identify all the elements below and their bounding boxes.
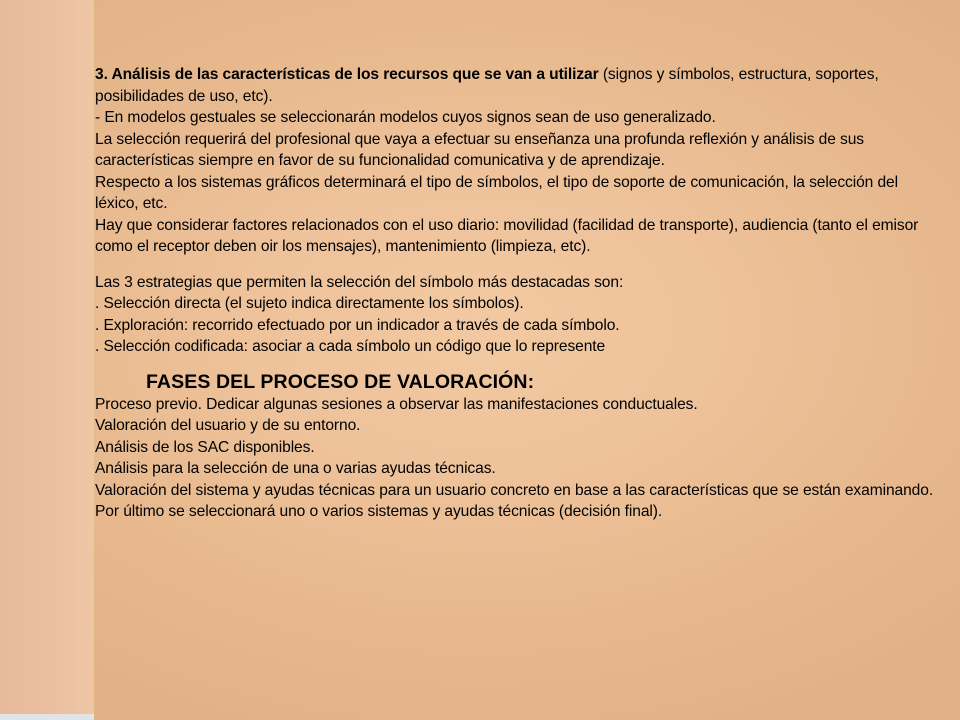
phase-item-system-assessment: Valoración del sistema y ayudas técnicas para un usuario concreto en base a las características que se están examinando.: [95, 481, 934, 499]
section-3-title: 3. Análisis de las características de los recursos que se van a utilizar: [95, 66, 599, 83]
section-3-title-description: (signos y símbolos, estructura, soportes, posibilidades de uso, etc).: [95, 66, 879, 105]
left-decorative-strip: [0, 0, 94, 720]
phase-item-prior-process: Proceso previo. Dedicar algunas sesiones a observar las manifestaciones conductuales.: [95, 395, 698, 413]
section-3-line-professional-selection: La selección requerirá del profesional que vaya a efectuar su enseñanza una profunda reflexión y análisis de sus características siempre en favor de su funcionalidad comunicativa y de aprendizaje.: [95, 130, 864, 169]
section-3-paragraph: [95, 64, 935, 107]
phase-item-user-assessment: Valoración del usuario y de su entorno.: [95, 417, 361, 434]
section-3-line-graphic-systems: Respecto a los sistemas gráficos determinará el tipo de símbolos, el tipo de soporte de comunicación, la selección del léxico, etc.: [95, 173, 898, 212]
phase-item-sac-analysis: Análisis de los SAC disponibles.: [95, 438, 315, 456]
phase-item-technical-aids-analysis: Análisis para la selección de una o varias ayudas técnicas.: [95, 460, 496, 477]
section-3-line-gestural-models: - En modelos gestuales se seleccionarán modelos cuyos signos sean de uso generalizado.: [95, 109, 716, 126]
slide-text-body: [95, 64, 935, 523]
strategy-item-coded-selection: . Selección codificada: asociar a cada símbolo un código que lo represente: [95, 338, 606, 355]
phases-heading: FASES DEL PROCESO DE VALORACIÓN:: [146, 370, 535, 393]
strategy-item-exploration: . Exploración: recorrido efectuado por un indicador a través de cada símbolo.: [95, 316, 620, 334]
section-3-line-daily-use-factors: Hay que considerar factores relacionados con el uso diario: movilidad (facilidad de transporte), audiencia (tanto el emisor como el receptor deben oir los mensajes), mantenimiento (limpieza, etc).: [95, 216, 919, 255]
phase-item-final-decision: Por último se seleccionará uno o varios sistemas y ayudas técnicas (decisión final).: [95, 503, 663, 520]
strategies-intro: Las 3 estrategias que permiten la selección del símbolo más destacadas son:: [95, 273, 624, 291]
strategy-item-direct-selection: . Selección directa (el sujeto indica directamente los símbolos).: [95, 295, 524, 312]
left-strip-bottom-mark: [0, 714, 94, 720]
paragraph-spacer: [95, 258, 935, 272]
